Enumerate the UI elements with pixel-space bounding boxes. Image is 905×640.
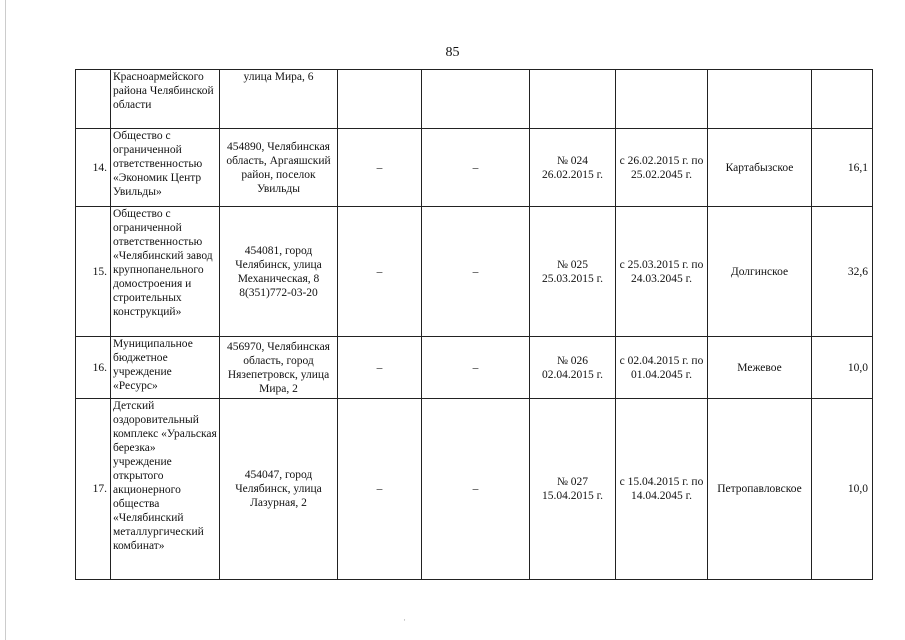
value-cell: 16,1 (812, 129, 873, 207)
empty-cell: – (338, 207, 422, 337)
value-cell: 32,6 (812, 207, 873, 337)
organization-cell: Общество с ограниченной ответственностью «Экономик Центр Увильды» (111, 129, 220, 207)
table-row (76, 207, 873, 337)
field-cell: Межевое (708, 337, 812, 399)
address-cell: улица Мира, 6 (220, 70, 338, 129)
empty-cell (338, 70, 422, 129)
empty-cell: – (422, 399, 530, 580)
organization-cell: Детский оздоровительный комплекс «Уральская березка» учреждение открытого акционерного общества «Челябинский металлургический комбинат» (111, 399, 220, 580)
field-cell: Петропавловское (708, 399, 812, 580)
row-number: 14. (76, 129, 111, 207)
address-cell: 454047, город Челябинск, улица Лазурная, 2 (220, 399, 338, 580)
license-cell: № 027 15.04.2015 г. (530, 399, 616, 580)
license-cell (530, 70, 616, 129)
table-row (76, 70, 873, 129)
license-cell: № 026 02.04.2015 г. (530, 337, 616, 399)
license-table (75, 69, 873, 580)
row-number (76, 70, 111, 129)
empty-cell (422, 70, 530, 129)
empty-cell: – (338, 399, 422, 580)
row-number: 15. (76, 207, 111, 337)
page-number: 85 (445, 45, 460, 60)
row-number: 16. (76, 337, 111, 399)
field-cell (708, 70, 812, 129)
value-cell (812, 70, 873, 129)
organization-cell: Общество с ограниченной ответственностью «Челябинский завод крупнопанельного домостроения и строительных конструкций» (111, 207, 220, 337)
address-cell: 456970, Челябинская область, город Нязепетровск, улица Мира, 2 (220, 337, 338, 399)
field-cell: Картабызское (708, 129, 812, 207)
address-cell: 454081, город Челябинск, улица Механическая, 8 8(351)772-03-20 (220, 207, 338, 337)
empty-cell: – (422, 207, 530, 337)
license-cell: № 024 26.02.2015 г. (530, 129, 616, 207)
empty-cell: – (422, 337, 530, 399)
organization-cell: Красноармейского района Челябинской области (111, 70, 220, 129)
table-row (76, 399, 873, 580)
page-edge (5, 0, 6, 640)
scan-mark: · (403, 615, 406, 625)
period-cell: с 02.04.2015 г. по 01.04.2045 г. (616, 337, 708, 399)
field-cell: Долгинское (708, 207, 812, 337)
period-cell (616, 70, 708, 129)
period-cell: с 25.03.2015 г. по 24.03.2045 г. (616, 207, 708, 337)
organization-cell: Муниципальное бюджетное учреждение «Ресурс» (111, 337, 220, 399)
address-cell: 454890, Челябинская область, Аргаяшский район, поселок Увильды (220, 129, 338, 207)
period-cell: с 15.04.2015 г. по 14.04.2045 г. (616, 399, 708, 580)
table-row (76, 129, 873, 207)
row-number: 17. (76, 399, 111, 580)
period-cell: с 26.02.2015 г. по 25.02.2045 г. (616, 129, 708, 207)
value-cell: 10,0 (812, 337, 873, 399)
license-cell: № 025 25.03.2015 г. (530, 207, 616, 337)
empty-cell: – (422, 129, 530, 207)
value-cell: 10,0 (812, 399, 873, 580)
empty-cell: – (338, 129, 422, 207)
table-row (76, 337, 873, 399)
empty-cell: – (338, 337, 422, 399)
